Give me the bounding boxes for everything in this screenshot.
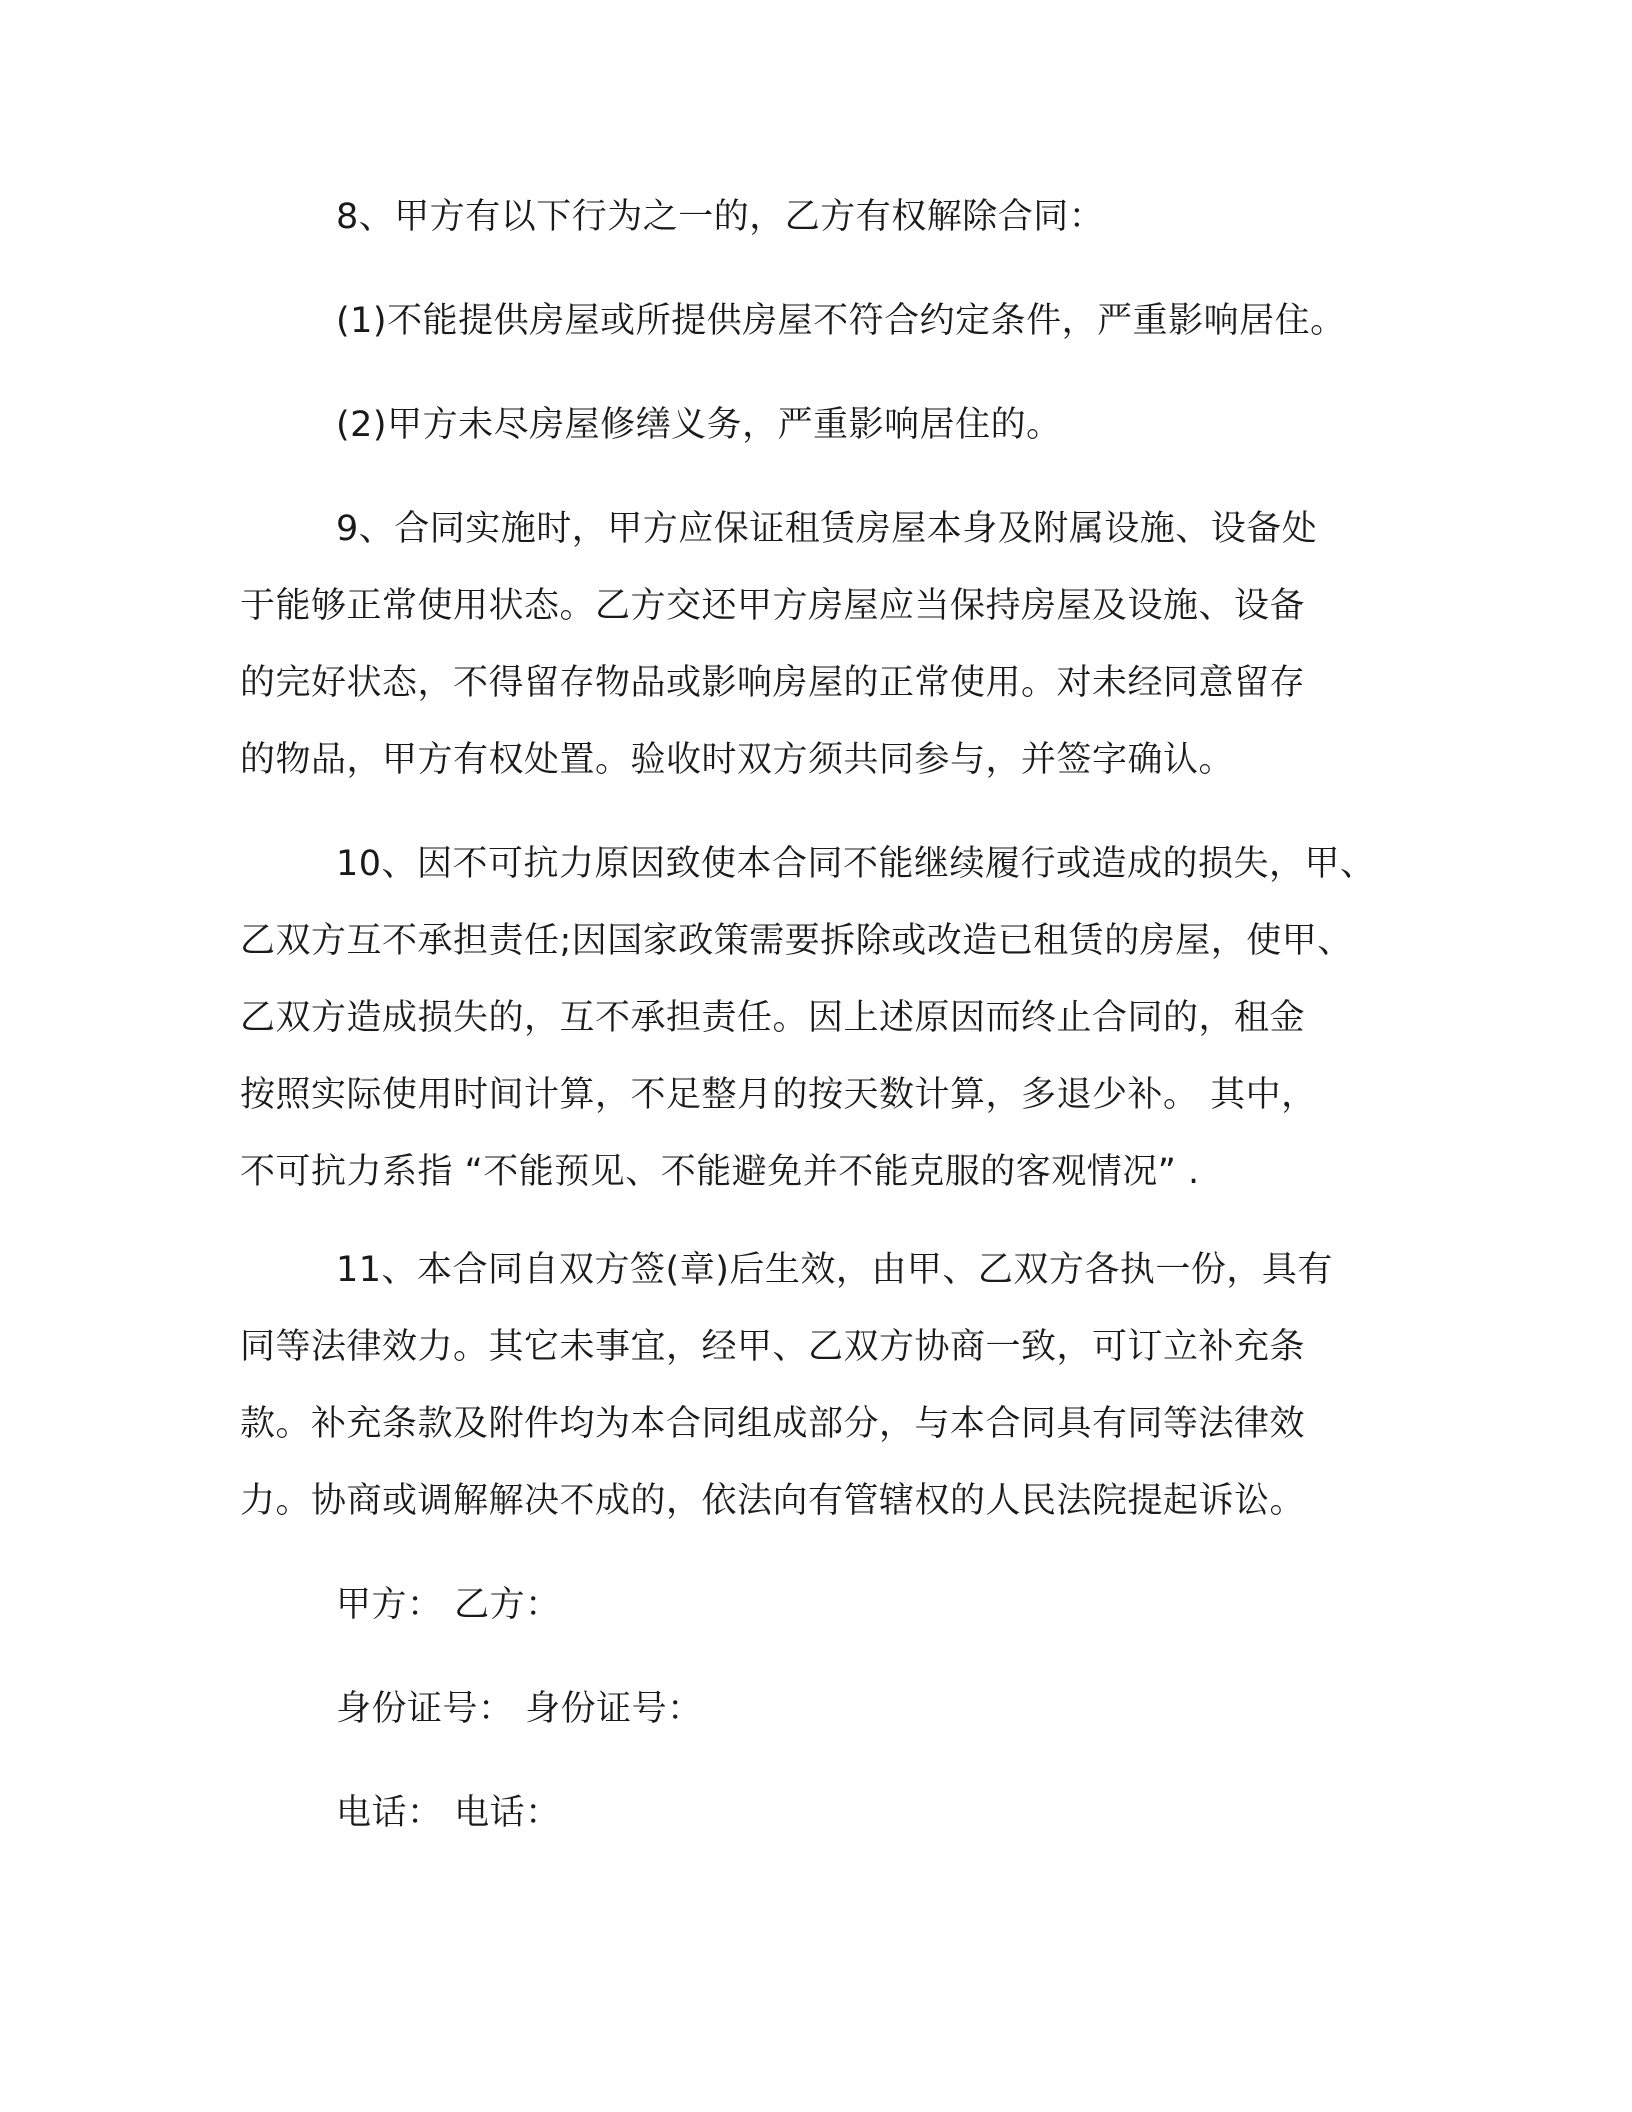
clause-8-item-2: (2)甲方未尽房屋修缮义务，严重影响居住的。 [336,405,1062,445]
clause-10-line-4: 按照实际使用时间计算，不足整月的按天数计算，多退少补。 其中， [240,1075,1317,1115]
clause-10-line-5: 不可抗力系指 “不能预见、不能避免并不能克服的客观情况” . [240,1152,1200,1192]
clause-9-line-1: 9、合同实施时，甲方应保证租赁房屋本身及附属设施、设备处 [336,509,1318,549]
clause-10-line-1: 10、因不可抗力原因致使本合同不能继续履行或造成的损失，甲、 [336,844,1376,884]
clause-9-line-4: 的物品，甲方有权处置。验收时双方须共同参与，并签字确认。 [240,740,1235,780]
clause-10-line-2: 乙双方互不承担责任;因国家政策需要拆除或改造已租赁的房屋，使甲、 [240,921,1353,961]
clause-9-line-3: 的完好状态，不得留存物品或影响房屋的正常使用。对未经同意留存 [240,663,1306,703]
signature-parties: 甲方： 乙方： [336,1585,561,1625]
clause-8-heading: 8、甲方有以下行为之一的，乙方有权解除合同： [336,197,1105,237]
signature-phones: 电话： 电话： [336,1793,561,1833]
clause-11-line-4: 力。协商或调解解决不成的，依法向有管辖权的人民法院提起诉讼。 [240,1481,1306,1521]
clause-11-line-2: 同等法律效力。其它未事宜，经甲、乙双方协商一致，可订立补充条 [240,1327,1306,1367]
signature-id-numbers: 身份证号： 身份证号： [336,1689,703,1729]
clause-11-line-3: 款。补充条款及附件均为本合同组成部分，与本合同具有同等法律效 [240,1404,1306,1444]
clause-9-line-2: 于能够正常使用状态。乙方交还甲方房屋应当保持房屋及设施、设备 [240,586,1306,626]
clause-10-line-3: 乙双方造成损失的，互不承担责任。因上述原因而终止合同的，租金 [240,998,1306,1038]
clause-8-item-1: (1)不能提供房屋或所提供房屋不符合约定条件，严重影响居住。 [336,301,1346,341]
clause-11-line-1: 11、本合同自双方签(章)后生效，由甲、乙双方各执一份，具有 [336,1250,1333,1290]
